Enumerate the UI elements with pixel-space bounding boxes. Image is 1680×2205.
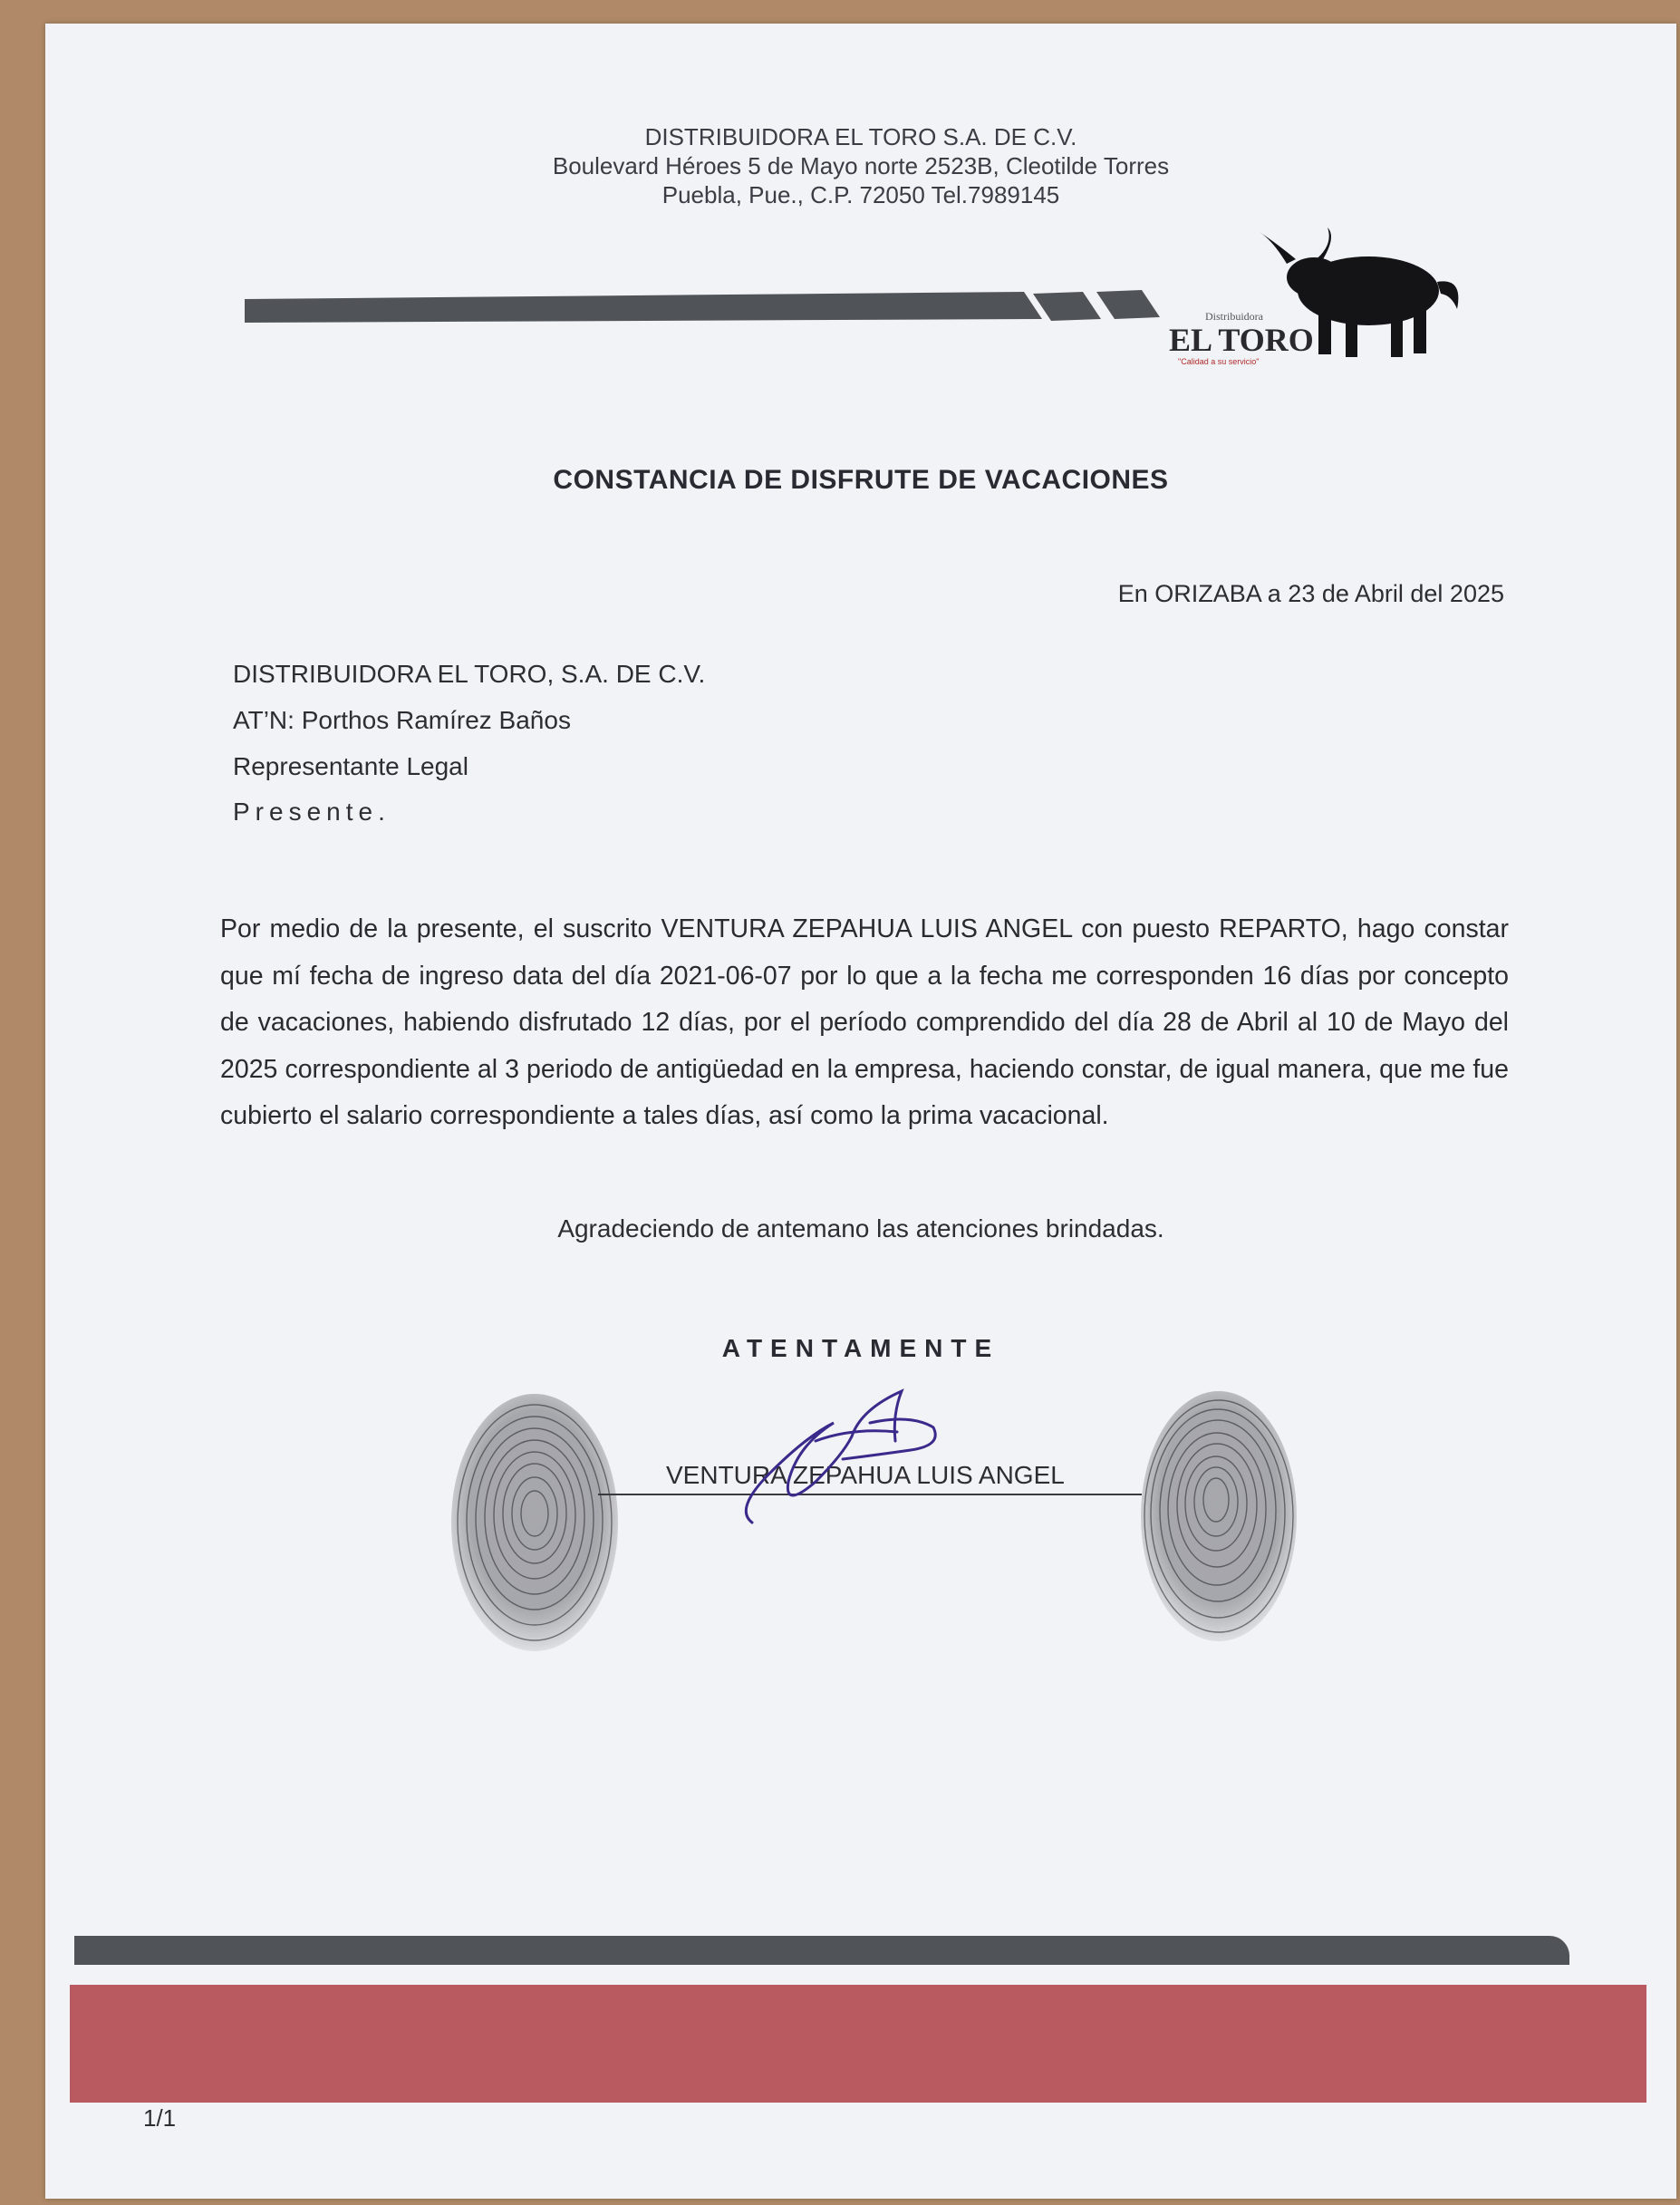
thanks-line: Agradeciendo de antemano las atenciones brindadas. <box>557 1214 1164 1243</box>
body-paragraph: Por medio de la presente, el suscrito VENTURA ZEPAHUA LUIS ANGEL con puesto REPARTO, hago constar que mí fecha de ingreso data del día 2021-06-07 por lo que a la fecha me corresponden 16 días por concepto de vacaciones, habiendo disfrutado 12 días, por el período comprendido del día 28 de Abril al 10 de Mayo del 2025 correspondiente al 3 periodo de antigüedad en la empresa, haciendo constar, de igual manera, que me fue cubierto el salario correspondiente a tales días, así como la prima vacacional. <box>220 914 1509 1130</box>
letterhead <box>453 122 1269 209</box>
addressee-present: Presente. <box>233 798 391 826</box>
handwritten-signature <box>716 1373 970 1532</box>
addressee-company: DISTRIBUIDORA EL TORO, S.A. DE C.V. <box>233 660 706 688</box>
document-title: CONSTANCIA DE DISFRUTE DE VACACIONES <box>553 465 1169 495</box>
fingerprint-right-icon <box>1133 1382 1305 1649</box>
header-bar-long <box>245 292 1042 323</box>
page-number: 1/1 <box>143 2104 177 2132</box>
header-decorative-bars <box>245 286 1160 332</box>
letterhead-address-line2: Puebla, Pue., C.P. 72050 Tel.7989145 <box>661 181 1060 208</box>
header-bar-segment-2 <box>1096 290 1160 319</box>
footer-gray-bar <box>74 1936 1569 1965</box>
signatory-name: VENTURA ZEPAHUA LUIS ANGEL <box>666 1461 1065 1489</box>
addressee-attention: AT’N: Porthos Ramírez Baños <box>233 706 571 734</box>
header-bar-segment-1 <box>1033 292 1101 321</box>
footer-red-band <box>70 1985 1646 2103</box>
addressee-role: Representante Legal <box>233 752 468 780</box>
letterhead-address-line1: Boulevard Héroes 5 de Mayo norte 2523B, Cleotilde Torres <box>552 152 1170 179</box>
logo-tagline: "Calidad a su servicio" <box>1178 357 1260 366</box>
logo-small-text: Distribuidora <box>1205 310 1263 323</box>
letterhead-company: DISTRIBUIDORA EL TORO S.A. DE C.V. <box>644 123 1077 150</box>
company-logo <box>1169 223 1468 377</box>
fingerprint-left-icon <box>444 1387 625 1659</box>
closing-text: ATENTAMENTE <box>721 1334 1000 1362</box>
place-date: En ORIZABA a 23 de Abril del 2025 <box>1117 580 1504 607</box>
logo-brand: EL TORO <box>1169 322 1314 358</box>
